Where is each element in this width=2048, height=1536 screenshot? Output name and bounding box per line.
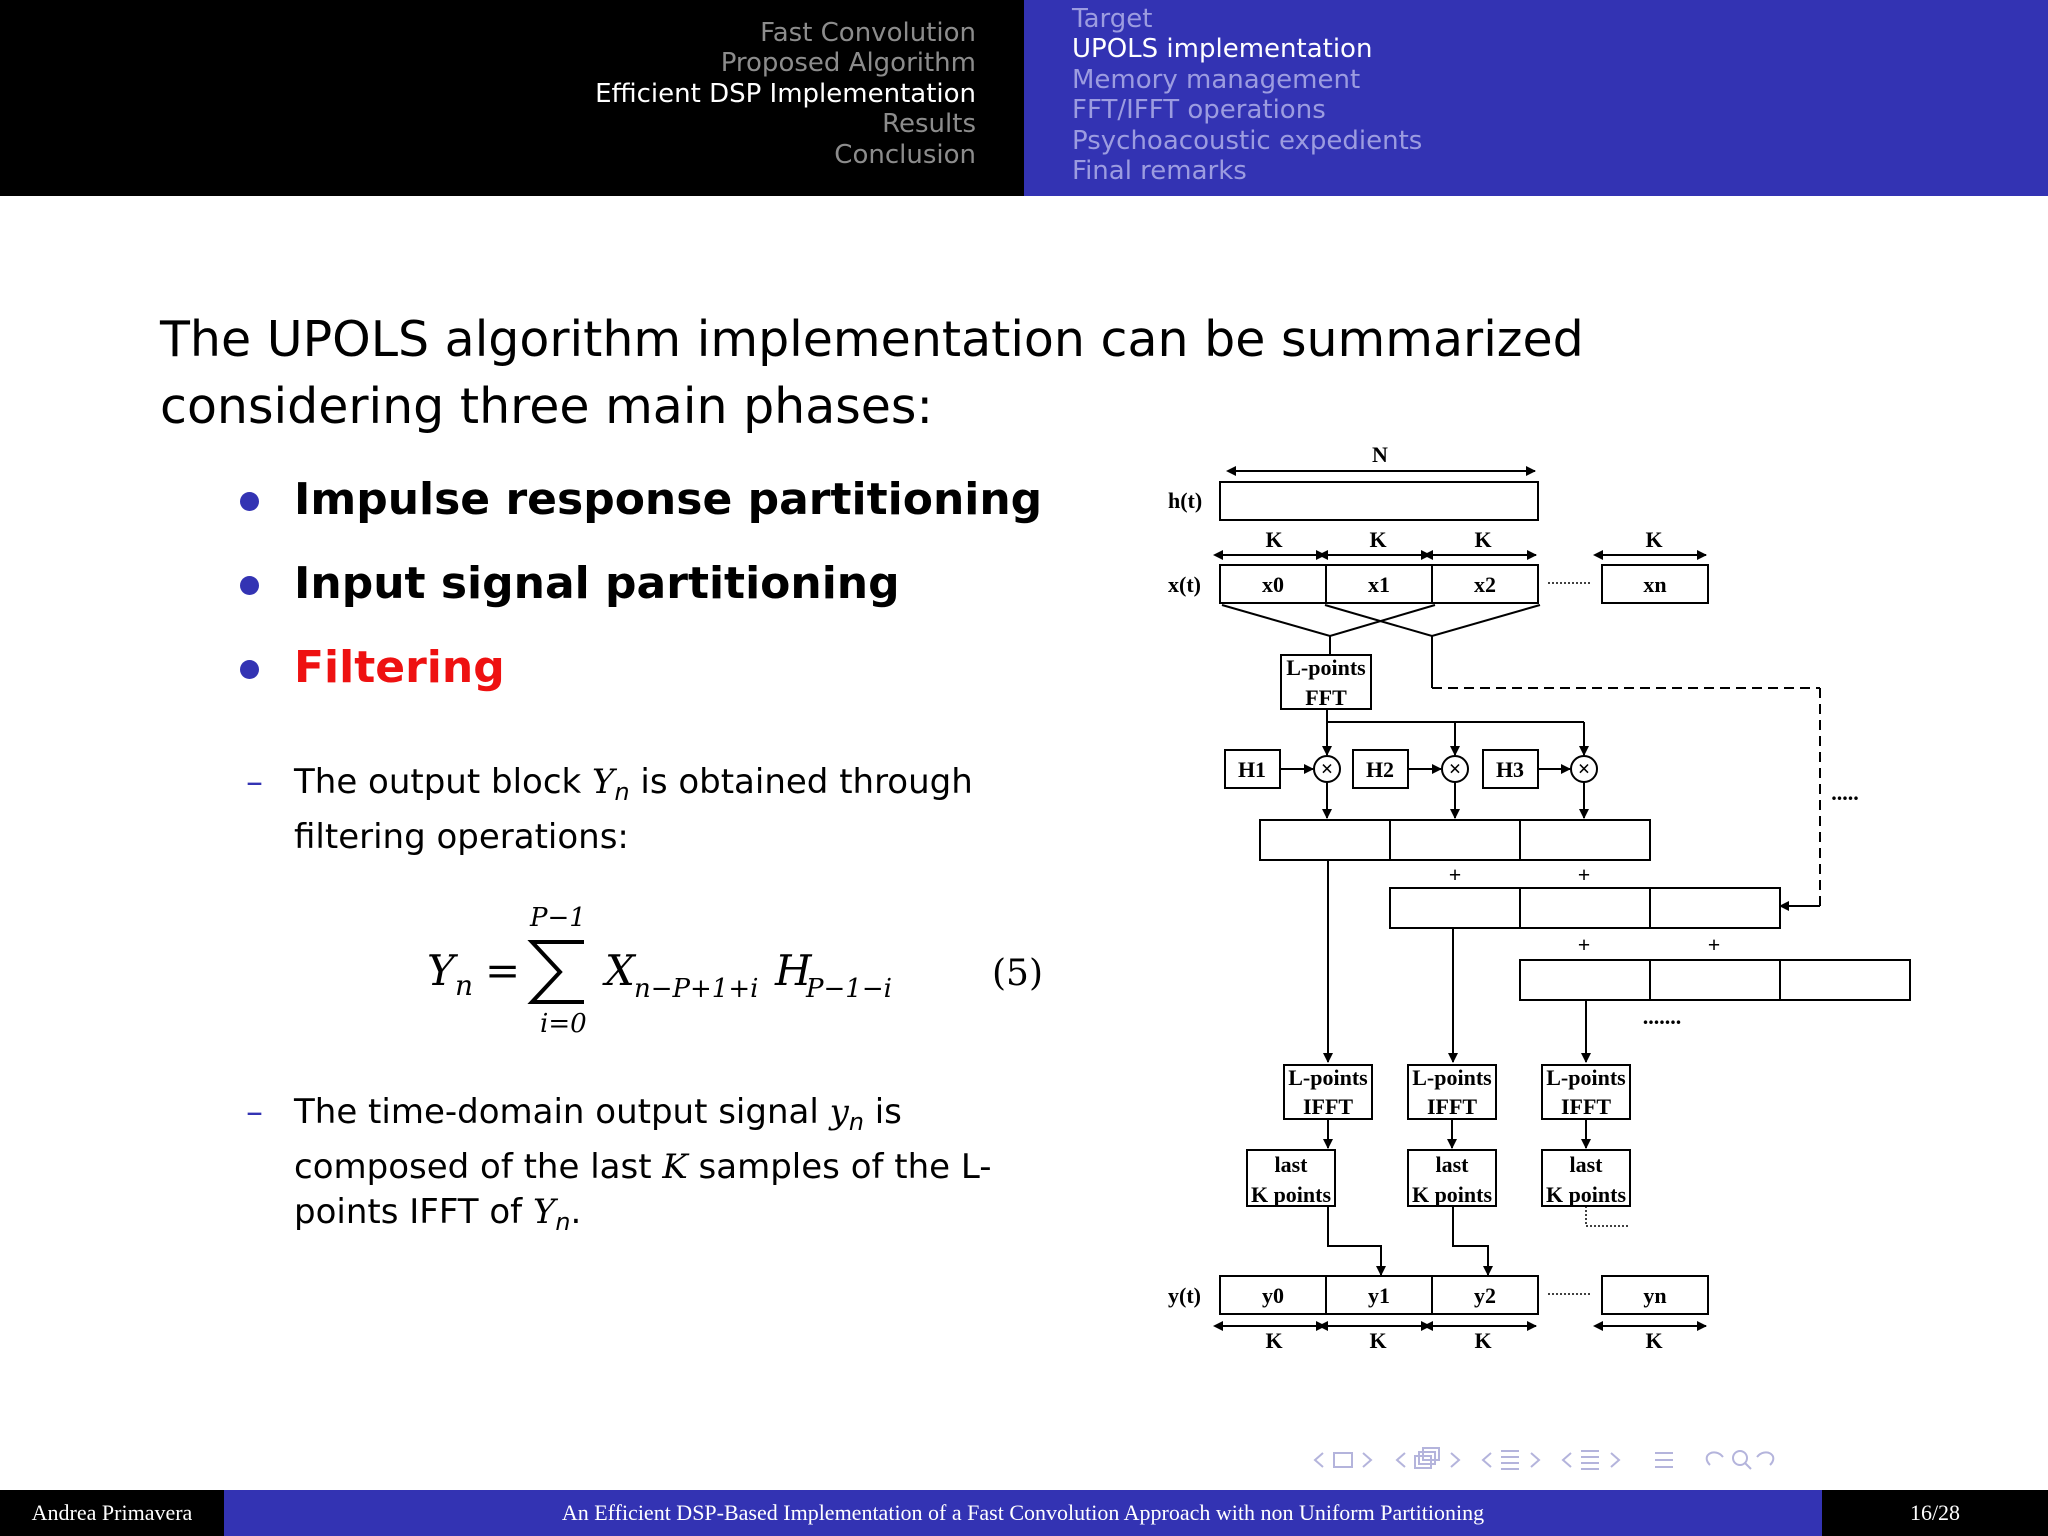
k-label-yn: K	[1645, 1328, 1663, 1352]
footer-title: An Efficient DSP-Based Implementation of a Fast Convolution Approach with non Uniform Partitioning	[224, 1490, 1822, 1536]
prev-document-section-icon[interactable]	[1563, 1453, 1571, 1467]
accumulation-buffer-3-cell	[1650, 960, 1780, 1000]
output-block-y2-label: y2	[1474, 1283, 1496, 1308]
last-k-points-block-2-label-2: K points	[1411, 1182, 1493, 1207]
last1-to-y1-arrow	[1328, 1206, 1381, 1275]
eq-lhs-sub: n	[455, 969, 474, 1002]
prev-section-icon[interactable]	[1483, 1453, 1491, 1467]
ifft-block-3-label-2: IFFT	[1560, 1094, 1612, 1119]
diagram-label-n: N	[1372, 442, 1388, 467]
fft-block-label-1: L-points	[1286, 655, 1366, 680]
filter-block-h3-label: H3	[1495, 757, 1525, 782]
last-k-points-block-3-label-2: K points	[1545, 1182, 1627, 1207]
accumulation-buffer-3-cell	[1780, 960, 1910, 1000]
k-label-x0: K	[1265, 527, 1283, 552]
prev-subsection-icon[interactable]	[1397, 1453, 1405, 1467]
header-sections-bar	[0, 0, 1024, 196]
upols-filtering-diagram	[1155, 432, 1935, 1352]
footer-page-number: 16/28	[1822, 1490, 2048, 1536]
eq-term2-sub: P−1−i	[806, 974, 892, 1004]
back-icon[interactable]	[1707, 1452, 1723, 1465]
eq-term1: X	[605, 946, 635, 995]
forward-icon[interactable]	[1757, 1452, 1773, 1465]
slide-footer	[0, 1490, 2048, 1536]
input-block-x0-label: x0	[1262, 572, 1284, 597]
eq-lhs: Y	[427, 946, 455, 995]
fft-block-label-2: FFT	[1305, 685, 1347, 710]
k-label-x1: K	[1369, 527, 1387, 552]
nav-section-proposed-algorithm[interactable]: Proposed Algorithm	[720, 48, 976, 79]
section-nav	[595, 18, 976, 170]
k-label-x2: K	[1474, 527, 1492, 552]
presentation-nav-controls	[1305, 1445, 2045, 1475]
last-k-points-block-1-label-1: last	[1274, 1152, 1308, 1177]
eq-term1-sub: n−P+1+i	[634, 974, 759, 1004]
nav-subsection-target[interactable]: Target	[1072, 4, 1153, 34]
bullet-dot-icon	[240, 492, 259, 511]
diagram-label-xt: x(t)	[1168, 572, 1201, 597]
nav-subsection-psychoacoustic-expedients[interactable]: Psychoacoustic expedients	[1072, 125, 1423, 156]
nav-section-conclusion[interactable]: Conclusion	[834, 139, 976, 170]
phase-bullet-input-signal: Input signal partitioning	[240, 552, 1042, 636]
accumulation-buffer-1-cell	[1390, 820, 1520, 860]
appendix-icon[interactable]	[1655, 1453, 1673, 1467]
section-icon[interactable]	[1501, 1451, 1519, 1469]
eq-term2: H	[775, 946, 812, 995]
subsection-nav	[1072, 4, 1422, 186]
overlap-lines-a	[1222, 605, 1435, 636]
plus-sign: +	[1707, 932, 1721, 957]
impulse-response-block	[1220, 482, 1538, 520]
phase-bullet-filtering: Filtering	[240, 636, 1042, 720]
input-block-x1-label: x1	[1368, 572, 1390, 597]
output-block-y0-label: y0	[1262, 1283, 1284, 1308]
bullet-dot-icon	[240, 576, 259, 595]
k-label-y1: K	[1369, 1328, 1387, 1352]
multiply-symbol-3: ×	[1577, 756, 1591, 781]
eq-sum-upper: P−1	[530, 903, 586, 933]
nav-section-efficient-dsp-implementation[interactable]: Efficient DSP Implementation	[595, 78, 976, 109]
last-k-points-block-3-label-1: last	[1569, 1152, 1603, 1177]
input-block-x2-label: x2	[1474, 572, 1496, 597]
last3-continuation-dots	[1586, 1206, 1628, 1226]
next-subsection-icon[interactable]	[1451, 1453, 1459, 1467]
footer-author: Andrea Primavera	[0, 1490, 224, 1536]
accumulation-buffer-2-cell	[1390, 888, 1520, 928]
eq-sum-lower: i=0	[540, 1009, 587, 1039]
header-subsections-bar	[1024, 0, 2048, 196]
more-filters-dots: .....	[1831, 780, 1859, 805]
plus-sign: +	[1577, 932, 1591, 957]
output-block-y1-label: y1	[1368, 1283, 1390, 1308]
ifft-block-2-label-2: IFFT	[1426, 1094, 1478, 1119]
ifft-block-1-label-2: IFFT	[1302, 1094, 1354, 1119]
accumulation-buffer-1-cell	[1260, 820, 1390, 860]
dash-marker-icon: –	[246, 1092, 263, 1132]
phase-list	[240, 468, 1042, 720]
phase-bullet-impulse-response: Impulse response partitioning	[240, 468, 1042, 552]
accumulation-buffer-2-cell	[1520, 888, 1650, 928]
frame-icon[interactable]	[1334, 1453, 1352, 1467]
ifft-block-3-label-1: L-points	[1546, 1065, 1626, 1090]
eq-number: (5)	[992, 953, 1043, 994]
filter-block-h2-label: H2	[1365, 757, 1395, 782]
accumulation-buffer-1-cell	[1520, 820, 1650, 860]
next-document-section-icon[interactable]	[1611, 1453, 1619, 1467]
slide-intro-text: The UPOLS algorithm implementation can be summarized considering three main phases:	[160, 311, 1584, 435]
subsection-icon[interactable]	[1415, 1448, 1439, 1468]
filter-block-h1-label: H1	[1237, 757, 1267, 782]
prev-frame-icon[interactable]	[1315, 1453, 1323, 1467]
nav-section-results[interactable]: Results	[882, 109, 976, 140]
last2-to-y2-arrow	[1453, 1206, 1488, 1275]
k-label-xn: K	[1645, 527, 1663, 552]
ifft-block-1-label-1: L-points	[1288, 1065, 1368, 1090]
diagram-label-ht: h(t)	[1168, 488, 1203, 513]
next-frame-icon[interactable]	[1363, 1453, 1371, 1467]
multiply-symbol-1: ×	[1320, 756, 1334, 781]
input-block-xn-label: xn	[1643, 572, 1667, 597]
nav-subsection-fft-ifft-operations[interactable]: FFT/IFFT operations	[1072, 95, 1326, 126]
nav-subsection-memory-management[interactable]: Memory management	[1072, 64, 1361, 95]
dash-marker-icon: –	[246, 762, 263, 802]
nav-section-fast-convolution[interactable]: Fast Convolution	[760, 18, 976, 48]
plus-sign: +	[1448, 862, 1462, 887]
last-k-points-block-1-label-2: K points	[1250, 1182, 1332, 1207]
equation-output-block	[420, 900, 1070, 1040]
last-k-points-block-2-label-1: last	[1435, 1152, 1469, 1177]
document-section-icon[interactable]	[1581, 1451, 1599, 1469]
accumulation-buffer-2-cell	[1650, 888, 1780, 928]
diagram-label-yt: y(t)	[1168, 1283, 1201, 1308]
overlap-lines-b	[1325, 605, 1540, 636]
k-label-y2: K	[1474, 1328, 1492, 1352]
output-block-yn-label: yn	[1643, 1283, 1667, 1308]
ifft-block-2-label-1: L-points	[1412, 1065, 1492, 1090]
plus-sign: +	[1577, 862, 1591, 887]
nav-subsection-final-remarks[interactable]: Final remarks	[1072, 156, 1247, 187]
accumulation-buffer-3-cell	[1520, 960, 1650, 1000]
summation-icon	[532, 942, 584, 1002]
bullet-dot-icon	[240, 660, 259, 679]
nav-subsection-upols-implementation[interactable]: UPOLS implementation	[1072, 34, 1373, 65]
eq-equals: =	[485, 946, 521, 995]
more-buffers-dots: .......	[1642, 1004, 1682, 1029]
search-icon[interactable]	[1733, 1451, 1751, 1469]
next-section-icon[interactable]	[1531, 1453, 1539, 1467]
multiply-symbol-2: ×	[1448, 756, 1462, 781]
k-label-y0: K	[1265, 1328, 1283, 1352]
